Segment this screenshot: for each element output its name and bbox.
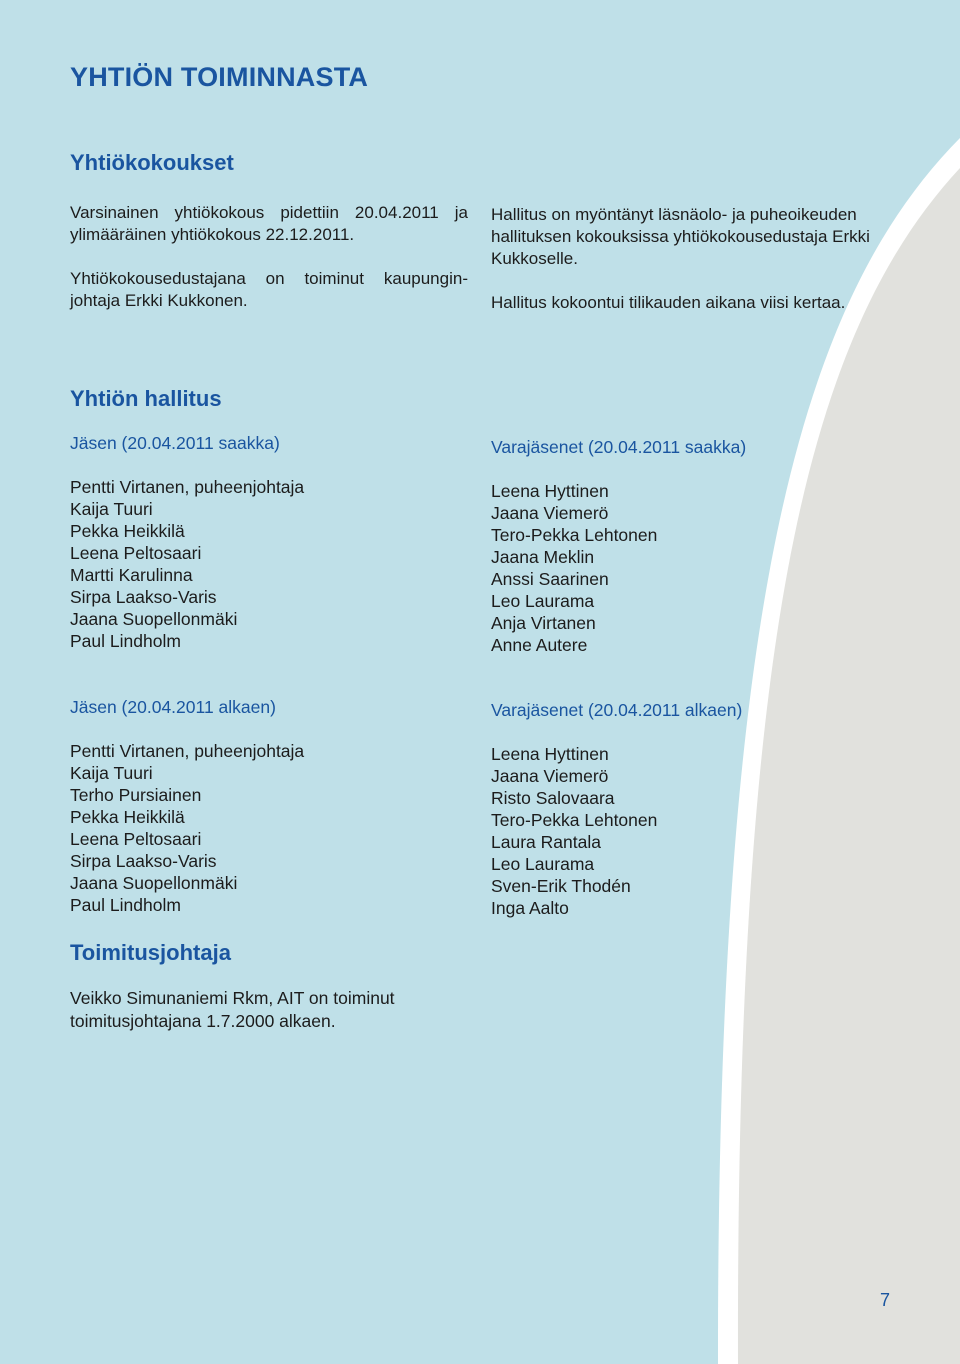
deputies-after-label: Varajäsenet (20.04.2011 alkaen) <box>491 700 743 720</box>
list-item: Jaana Suopellonmäki <box>70 873 238 893</box>
list-item: Anja Virtanen <box>491 613 596 633</box>
list-item: Terho Pursiainen <box>70 785 202 805</box>
list-item: Pentti Virtanen, puheenjohtaja <box>70 741 305 761</box>
list-item: Risto Salovaara <box>491 788 615 808</box>
meetings-left-paragraph-1: Varsinainen yhtiökokous pidettiin 20.04.2011 ja ylimääräinen yhtiökokous 22.12.2011. <box>70 203 468 244</box>
list-item: Pekka Heikkilä <box>70 521 185 541</box>
list-item: Paul Lindholm <box>70 631 181 651</box>
ceo-heading: Toimitusjohtaja <box>70 940 231 965</box>
meetings-right-paragraph-1: Hallitus on myöntänyt läsnäolo- ja puheoikeuden hallituksen kokouksissa yhtiökokousedustaja Erkki Kukkoselle. <box>491 205 870 268</box>
list-item: Laura Rantala <box>491 832 601 852</box>
list-item: Jaana Meklin <box>491 547 595 567</box>
list-item: Jaana Viemerö <box>491 766 609 786</box>
meetings-heading: Yhtiökokoukset <box>70 150 234 175</box>
page-number: 7 <box>880 1290 891 1310</box>
list-item: Leena Hyttinen <box>491 744 609 764</box>
page-title: YHTIÖN TOIMINNASTA <box>70 62 369 92</box>
list-item: Tero-Pekka Lehtonen <box>491 810 658 830</box>
members-after-label: Jäsen (20.04.2011 alkaen) <box>70 697 276 717</box>
list-item: Paul Lindholm <box>70 895 181 915</box>
list-item: Leena Hyttinen <box>491 481 609 501</box>
list-item: Anssi Saarinen <box>491 569 609 589</box>
list-item: Sirpa Laakso-Varis <box>70 851 217 871</box>
list-item: Sven-Erik Thodén <box>491 876 631 896</box>
list-item: Jaana Viemerö <box>491 503 609 523</box>
board-heading: Yhtiön hallitus <box>70 386 222 411</box>
list-item: Pekka Heikkilä <box>70 807 185 827</box>
meetings-right-paragraph-2: Hallitus kokoontui tilikauden aikana viisi kertaa. <box>491 293 846 312</box>
members-before-label: Jäsen (20.04.2011 saakka) <box>70 433 280 453</box>
members-before-list <box>70 476 304 652</box>
list-item: Sirpa Laakso-Varis <box>70 587 217 607</box>
list-item: Leo Laurama <box>491 591 595 611</box>
list-item: Leo Laurama <box>491 854 595 874</box>
list-item: Tero-Pekka Lehtonen <box>491 525 658 545</box>
list-item: Jaana Suopellonmäki <box>70 609 238 629</box>
list-item: Kaija Tuuri <box>70 763 153 783</box>
list-item: Leena Peltosaari <box>70 543 202 563</box>
list-item: Martti Karulinna <box>70 565 193 585</box>
members-after-list <box>70 740 304 916</box>
deputies-after-list <box>491 743 657 919</box>
list-item: Kaija Tuuri <box>70 499 153 519</box>
ceo-line-1: Veikko Simunaniemi Rkm, AIT on toiminut <box>70 988 395 1008</box>
meetings-left-paragraph-2: Yhtiökokousedustajana on toiminut kaupungin-johtaja Erkki Kukkonen. <box>70 269 468 310</box>
list-item: Inga Aalto <box>491 898 569 918</box>
ceo-line-2: toimitusjohtajana 1.7.2000 alkaen. <box>70 1011 336 1031</box>
list-item: Leena Peltosaari <box>70 829 202 849</box>
deputies-before-list <box>491 480 657 656</box>
list-item: Pentti Virtanen, puheenjohtaja <box>70 477 305 497</box>
deputies-before-label: Varajäsenet (20.04.2011 saakka) <box>491 437 747 457</box>
list-item: Anne Autere <box>491 635 588 655</box>
